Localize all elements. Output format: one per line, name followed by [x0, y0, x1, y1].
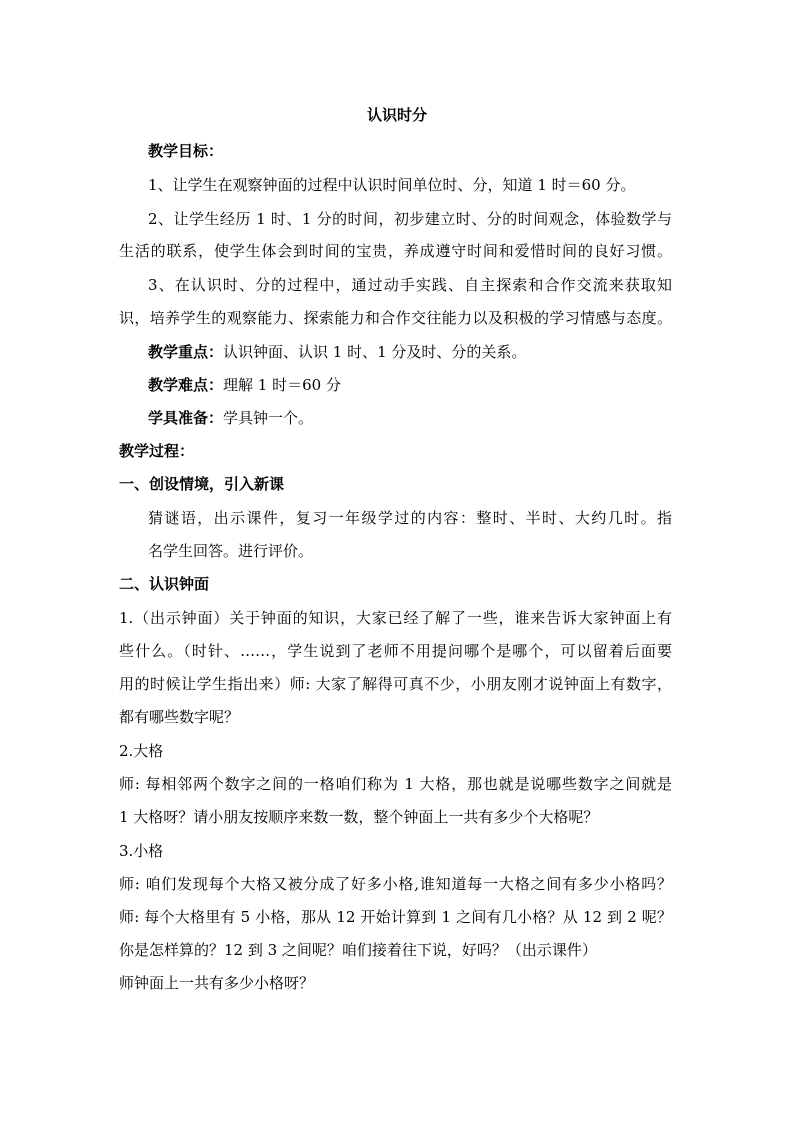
item-1-line-2: 些什么。（时针、……，学生说到了老师不用提问哪个是哪个，可以留着后面要: [119, 642, 672, 660]
tools-text: 学具钟一个。: [223, 409, 314, 427]
key-point-row: [148, 341, 526, 363]
process-heading: 教学过程：: [119, 442, 195, 460]
objective-3-line-1: 3、在认识时、分的过程中，通过动手实践、自主探索和合作交流来获取知: [148, 276, 672, 294]
section-1-line-2: 名学生回答。进行评价。: [148, 542, 314, 560]
difficulty-label: 教学难点：: [148, 376, 224, 394]
item-3-line-3: 你是怎样算的？12 到 3 之间呢？咱们接着往下说，好吗？（出示课件）: [119, 941, 597, 959]
objective-3-line-2: 识，培养学生的观察能力、探索能力和合作交往能力以及积极的学习情感与态度。: [119, 309, 672, 327]
section-2-heading: 二、认识钟面: [119, 575, 210, 593]
key-point-text: 认识钟面、认识 1 时、1 分及时、分的关系。: [223, 343, 527, 361]
tools-row: [148, 407, 313, 429]
item-2-line-1: 师: 每相邻两个数字之间的一格咱们称为 1 大格，那也就是说哪些数字之间就是: [119, 775, 672, 793]
item-3-line-1: 师: 咱们发现每个大格又被分成了好多小格,谁知道每一大格之间有多少小格吗？: [119, 875, 672, 893]
objective-1: 1、让学生在观察钟面的过程中认识时间单位时、分，知道 1 时＝60 分。: [148, 176, 636, 194]
section-1-line-1: 猜谜语，出示课件，复习一年级学过的内容：整时、半时、大约几时。指: [148, 509, 672, 527]
item-2-line-2: 1 大格呀？请小朋友按顺序来数一数，整个钟面上一共有多少个大格呢？: [119, 808, 599, 826]
item-3-line-4: 师钟面上一共有多少小格呀？: [119, 974, 315, 992]
key-point-label: 教学重点：: [148, 343, 224, 361]
item-2-heading: 2.大格: [119, 742, 164, 760]
item-1-line-3: 用的时候让学生指出来）师: 大家了解得可真不少，小朋友刚才说钟面上有数字，: [119, 675, 672, 693]
item-3-line-2: 师: 每个大格里有 5 小格，那从 12 开始计算到 1 之间有几小格？从 12 到 2 呢？: [119, 908, 672, 926]
section-1-heading: 一、创设情境，引入新课: [119, 475, 285, 493]
objectives-heading: 教学目标：: [148, 142, 224, 160]
difficulty-text: 理解 1 时＝60 分: [223, 376, 341, 394]
item-1-line-1: 1.（出示钟面）关于钟面的知识，大家已经了解了一些，谁来告诉大家钟面上有: [119, 609, 672, 627]
difficulty-row: [148, 374, 341, 396]
objective-2-line-2: 生活的联系，使学生体会到时间的宝贵，养成遵守时间和爱惜时间的良好习惯。: [119, 242, 672, 260]
item-1-line-4: 都有哪些数字呢？: [119, 708, 240, 726]
objective-2-line-1: 2、让学生经历 1 时、1 分的时间，初步建立时、分的时间观念，体验数学与: [148, 210, 672, 228]
tools-label: 学具准备：: [148, 409, 224, 427]
item-3-heading: 3.小格: [119, 842, 164, 860]
document-title: 认识时分: [366, 106, 427, 124]
